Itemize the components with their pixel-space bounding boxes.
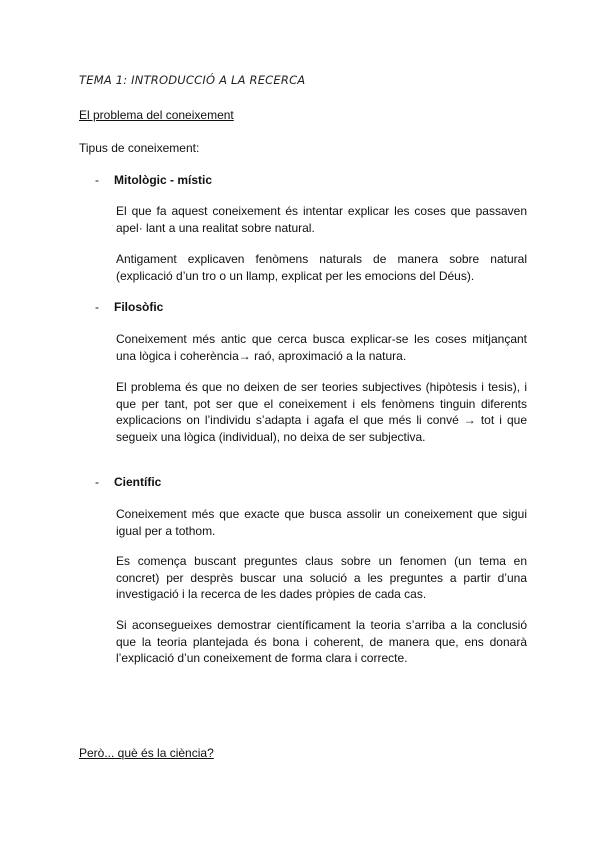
bullet-label: Mitològic - místic — [114, 173, 213, 187]
bullet-cientific — [95, 475, 161, 489]
section-heading: El problema del coneixement — [79, 108, 234, 122]
bullet-label: Filosòfic — [114, 300, 164, 314]
paragraph: Si aconsegueixes demostrar científicament la teoria s’arriba a la conclusió que la teoria plantejada és bona i coherent, de manera que, ens donarà l’explicació d’un coneixement de forma clara i correcte. — [116, 618, 527, 665]
paragraph: El problema és que no deixen de ser teories subjectives (hipòtesis i tesis), i que per tant, pot ser que el coneixement i els fenòmens tinguin diferents explicacions on l’individu s’adapta i agafa el que més li convé → tot i que segueix una lògica (individual), no deixa de ser subjectiva. — [116, 380, 527, 444]
paragraph: Es comença buscant preguntes claus sobre un fenomen (un tema en concret) per desprès buscar una solució a les preguntes a partir d’una investigació i la recerca de les dades pròpies de cada cas. — [116, 554, 527, 601]
paragraph: Coneixement més que exacte que busca assolir un coneixement que sigui igual per a tothom. — [116, 507, 527, 538]
bullet-dash: - — [95, 300, 99, 314]
paragraph: Antigament explicaven fenòmens naturals de manera sobre natural (explicació d’un tro o un llamp, explicat per les emocions del Déus). — [116, 252, 527, 283]
bullet-dash: - — [95, 475, 99, 489]
paragraph: El que fa aquest coneixement és intentar explicar les coses que passaven apel· lant a una realitat sobre natural. — [116, 204, 527, 235]
bullet-mitologic — [95, 173, 212, 187]
bullet-dash: - — [95, 173, 99, 187]
bullet-label: Científic — [114, 475, 162, 489]
document-title: TEMA 1: INTRODUCCIÓ A LA RECERCA — [79, 73, 306, 87]
intro-text: Tipus de coneixement: — [79, 141, 200, 155]
paragraph: Coneixement més antic que cerca busca explicar-se les coses mitjançant una lògica i coherència→ raó, aproximació a la natura. — [116, 332, 527, 363]
final-heading: Però... què és la ciència? — [79, 746, 214, 760]
bullet-filosofic — [95, 300, 163, 314]
